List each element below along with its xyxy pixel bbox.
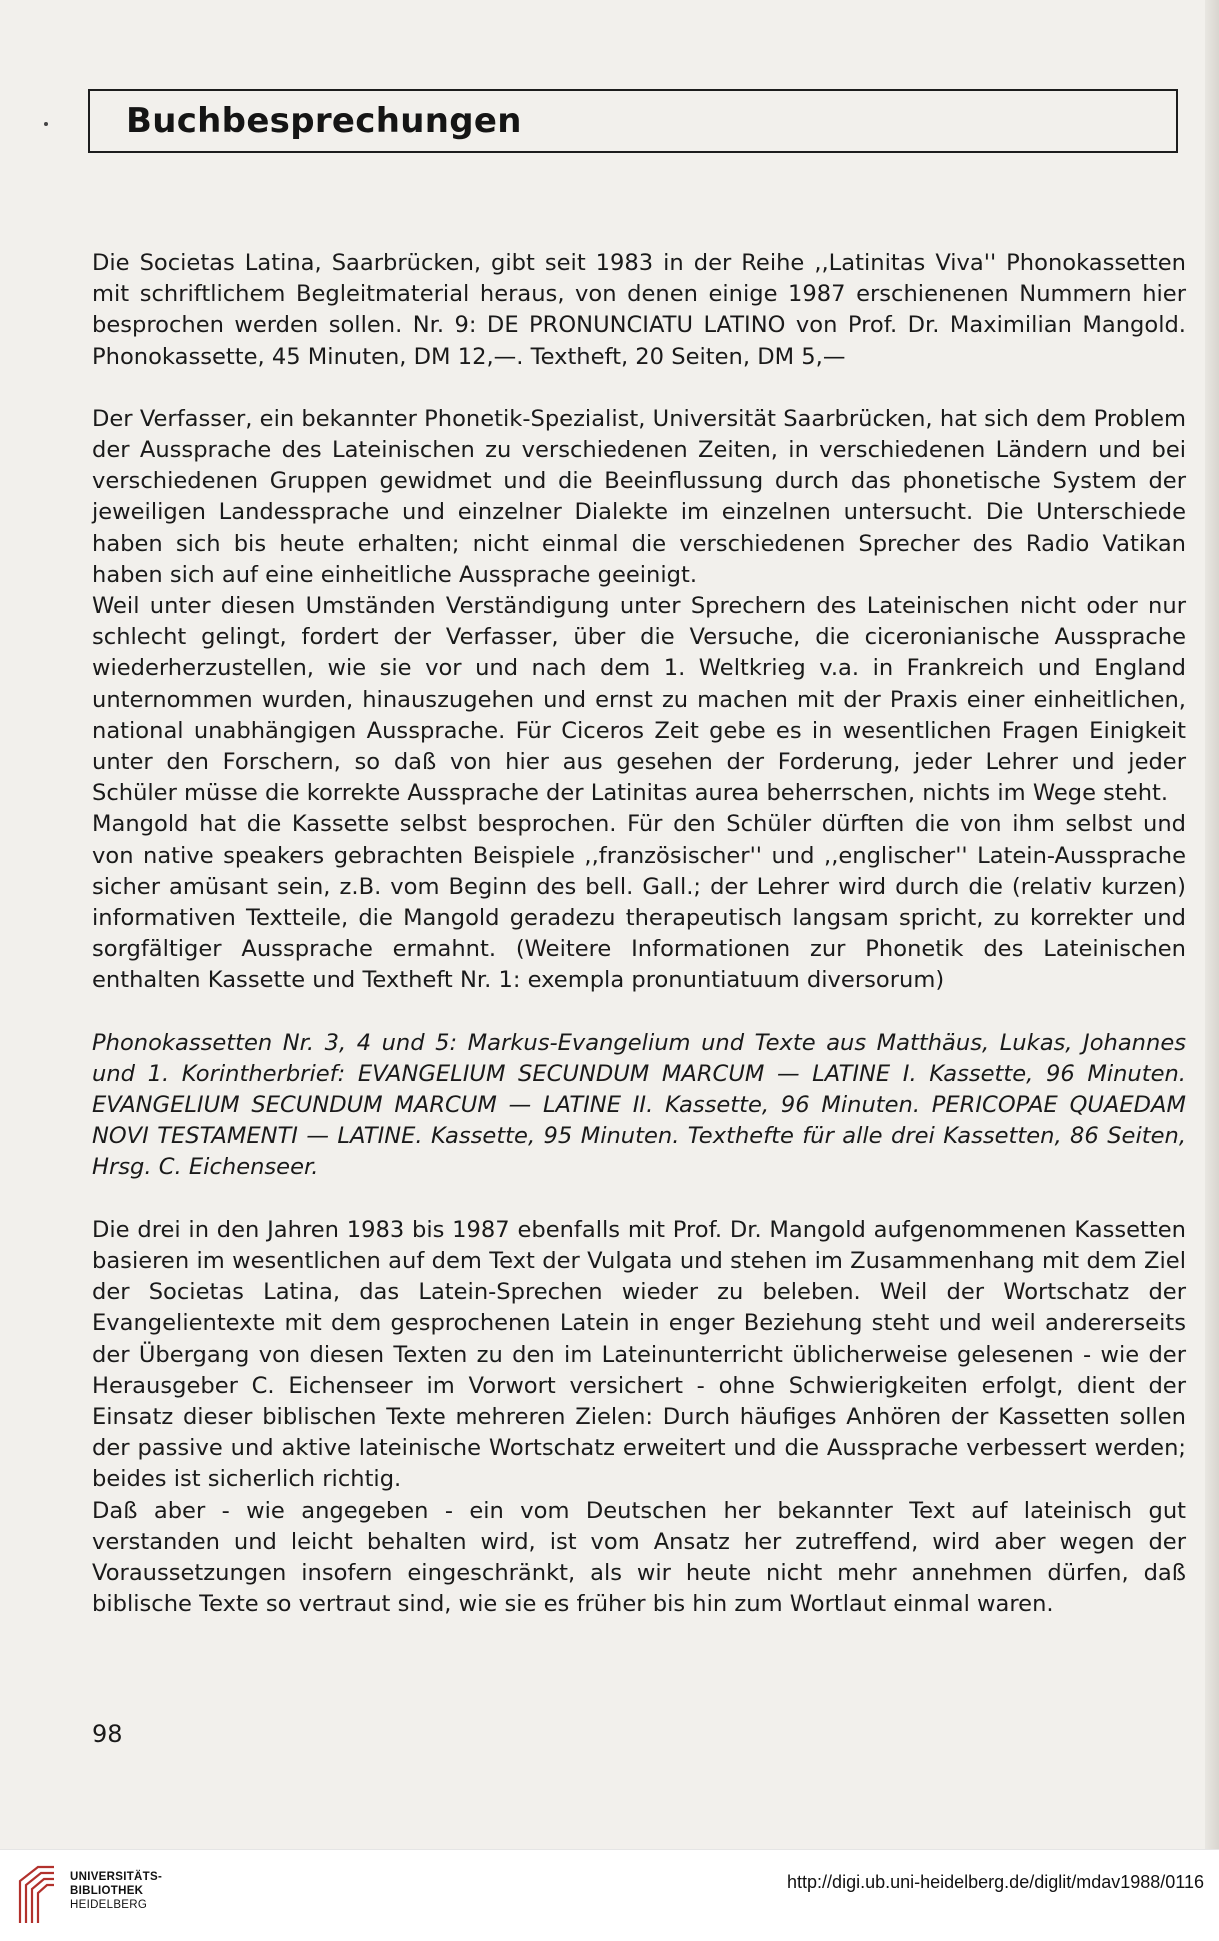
- body-paragraph: Die drei in den Jahren 1983 bis 1987 ebenfalls mit Prof. Dr. Mangold aufgenommenen Kassetten basieren im wesentlichen auf dem Text der Vulgata und stehen im Zusammenhang mit dem Ziel der Societas Latina, das Latein-Sprechen wieder zu beleben. Weil der Wortschatz der Evangelientexte mit dem gesprochenen Latein in enger Beziehung steht und weil andererseits der Übergang von diesen Texten zu den im Lateinunterricht üblicherweise gelesenen - wie der Herausgeber C. Eichenseer im Vorwort versichert - ohne Schwierigkeiten erfolgt, dient der Einsatz dieser biblischen Texte mehreren Zielen: Durch häufiges Anhören der Kassetten sollen der passive und aktive lateinische Wortschatz erweitert und die Aussprache verbessert werden; beides ist sicherlich richtig.: [92, 1216, 1186, 1493]
- source-url-link[interactable]: http://digi.ub.uni-heidelberg.de/diglit/mdav1988/0116: [787, 1872, 1204, 1892]
- margin-mark: [44, 122, 48, 126]
- body-paragraph: Mangold hat die Kassette selbst besprochen. Für den Schüler dürften die von ihm selbst und von native speakers gebrachten Beispiele ,,französischer'' und ,,englischer'' Latein-Aussprache sicher amüsant sein, z.B. vom Beginn des bell. Gall.; der Lehrer wird durch die (relativ kurzen) informativen Textteile, die Mangold geradezu therapeutisch langsam spricht, zu korrekter und sorgfältiger Aussprache ermahnt. (Weitere Informationen zur Phonetik des Lateinischen enthalten Kassette und Textheft Nr. 1: exempla pronuntiatuum diversorum): [92, 811, 1186, 994]
- paragraph-gap: [92, 1184, 1186, 1215]
- library-name-line-1: UNIVERSITÄTS-: [70, 1871, 163, 1883]
- section-heading-box: [88, 89, 1178, 153]
- library-name: [70, 1870, 162, 1912]
- paragraph-gap: [92, 373, 1186, 404]
- section-heading: Buchbesprechungen: [126, 101, 522, 141]
- footer-bar: [0, 1849, 1219, 1941]
- ub-heidelberg-logo-icon[interactable]: [14, 1863, 60, 1925]
- body-paragraph: Daß aber - wie angegeben - ein vom Deutschen her bekannter Text auf lateinisch gut verstanden und leicht behalten wird, ist vom Ansatz her zutreffend, wird aber wegen der Voraussetzungen insofern eingeschränkt, als wir heute nicht mehr annehmen dürfen, daß biblische Texte so vertraut sind, wie sie es früher bis hin zum Wortlaut einmal waren.: [92, 1497, 1186, 1618]
- library-name-line-2: BIBLIOTHEK: [70, 1885, 144, 1897]
- library-name-line-3: HEIDELBERG: [70, 1899, 148, 1911]
- body-paragraph: Weil unter diesen Umständen Verständigung unter Sprechern des Lateinischen nicht oder nur schlecht gelingt, fordert der Verfasser, über die Versuche, die ciceronianische Aussprache wiederherzustellen, wie sie vor und nach dem 1. Weltkrieg v.a. in Frankreich und England unternommen wurden, hinauszugehen und ernst zu machen mit der Praxis einer einheitlichen, national unabhängigen Aussprache. Für Ciceros Zeit gebe es in wesentlichen Fragen Einigkeit unter den Forschern, so daß von hier aus gesehen der Forderung, jeder Lehrer und jeder Schüler müsse die korrekte Aussprache der Latinitas aurea beherrschen, nichts im Wege steht.: [92, 593, 1186, 807]
- page-number: 98: [92, 1720, 123, 1748]
- body-paragraph: Die Societas Latina, Saarbrücken, gibt seit 1983 in der Reihe ,,Latinitas Viva'' Phonokassetten mit schriftlichem Begleitmaterial heraus, von denen einige 1987 erschienenen Nummern hier besprochen werden sollen. Nr. 9: DE PRONUNCIATU LATINO von Prof. Dr. Maximilian Mangold. Phonokassette, 45 Minuten, DM 12,—. Textheft, 20 Seiten, DM 5,—: [92, 250, 1186, 370]
- paragraph-gap: [92, 997, 1186, 1028]
- article-body: [92, 248, 1186, 1620]
- page-edge: [1205, 0, 1219, 1849]
- bibliographic-entry: Phonokassetten Nr. 3, 4 und 5: Markus-Evangelium und Texte aus Matthäus, Lukas, Johannes und 1. Korintherbrief: EVANGELIUM SECUNDUM MARCUM — LATINE I. Kassette, 96 Minuten. EVANGELIUM SECUNDUM MARCUM — LATINE II. Kassette, 96 Minuten. PERICOPAE QUAEDAM NOVI TESTAMENTI — LATINE. Kassette, 95 Minuten. Texthefte für alle drei Kassetten, 86 Seiten, Hrsg. C. Eichenseer.: [92, 1029, 1186, 1181]
- body-paragraph: Der Verfasser, ein bekannter Phonetik-Spezialist, Universität Saarbrücken, hat sich dem Problem der Aussprache des Lateinischen zu verschiedenen Zeiten, in verschiedenen Ländern und bei verschiedenen Gruppen gewidmet und die Beeinflussung durch das phonetische System der jeweiligen Landessprache und einzelner Dialekte im einzelnen untersucht. Die Unterschiede haben sich bis heute erhalten; nicht einmal die verschiedenen Sprecher des Radio Vatikan haben sich auf eine einheitliche Aussprache geeinigt.: [92, 405, 1186, 588]
